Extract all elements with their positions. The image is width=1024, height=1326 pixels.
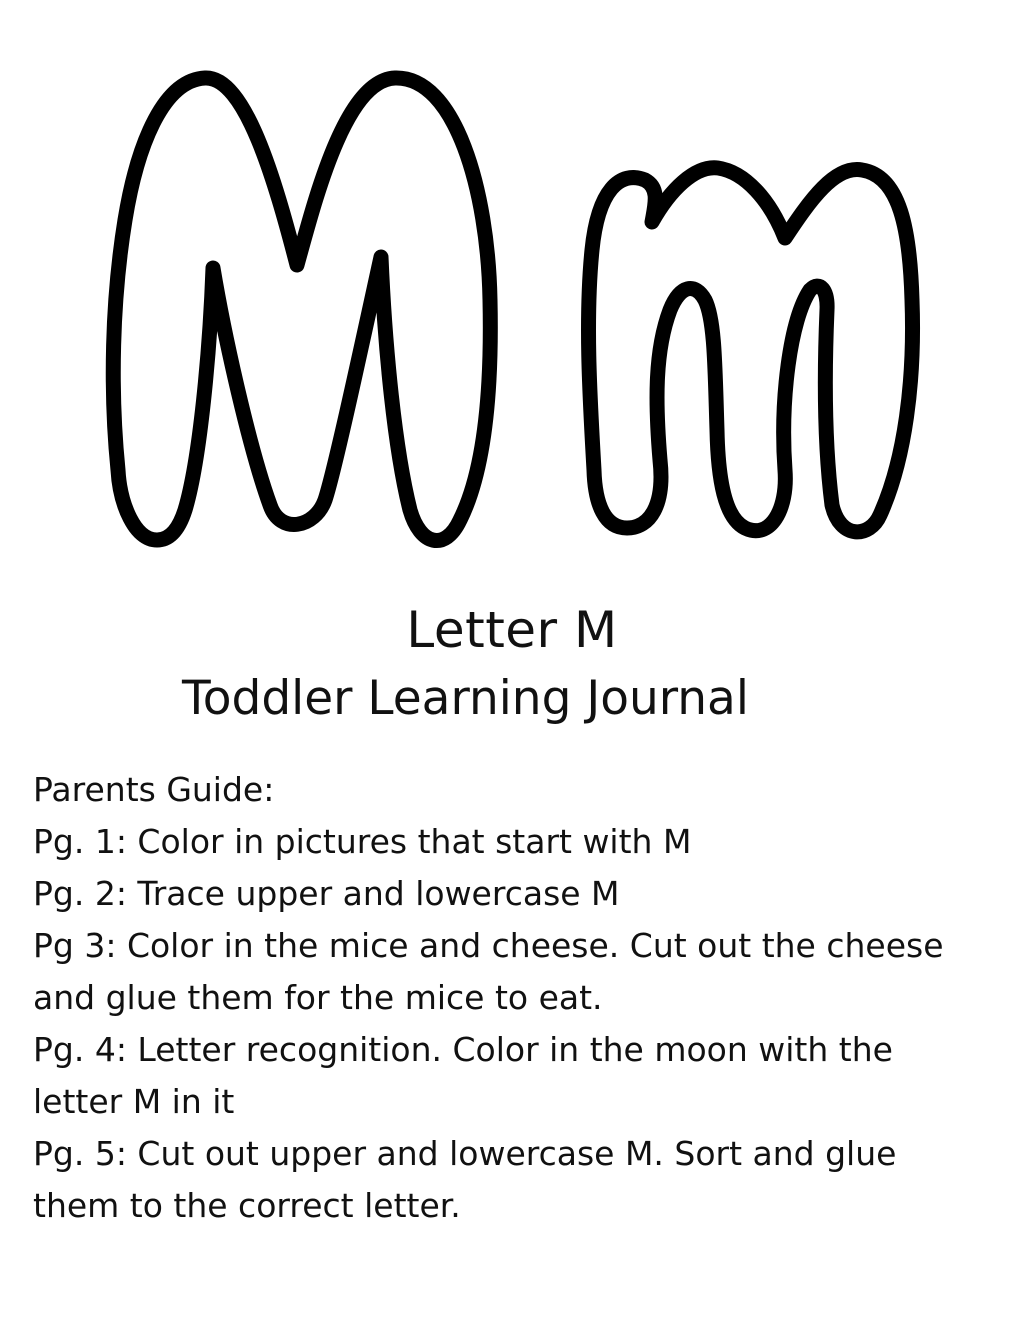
guide-line: Pg. 1: Color in pictures that start with M	[33, 822, 692, 861]
page-title: Letter M	[406, 601, 618, 659]
outline-letters-mm	[0, 0, 1024, 580]
page-subtitle: Toddler Learning Journal	[182, 671, 749, 726]
guide-line: Pg. 2: Trace upper and lowercase M	[33, 874, 620, 913]
guide-heading: Parents Guide:	[33, 770, 275, 809]
guide-line: them to the correct letter.	[33, 1186, 461, 1225]
parents-guide	[33, 764, 1008, 1232]
lowercase-m-outline	[588, 168, 912, 532]
guide-line: letter M in it	[33, 1082, 235, 1121]
guide-line: Pg. 4: Letter recognition. Color in the moon with the	[33, 1030, 893, 1069]
guide-line: Pg 3: Color in the mice and cheese. Cut out the cheese	[33, 926, 944, 965]
guide-line: Pg. 5: Cut out upper and lowercase M. Sort and glue	[33, 1134, 897, 1173]
uppercase-m-outline	[113, 78, 490, 541]
guide-line: and glue them for the mice to eat.	[33, 978, 603, 1017]
